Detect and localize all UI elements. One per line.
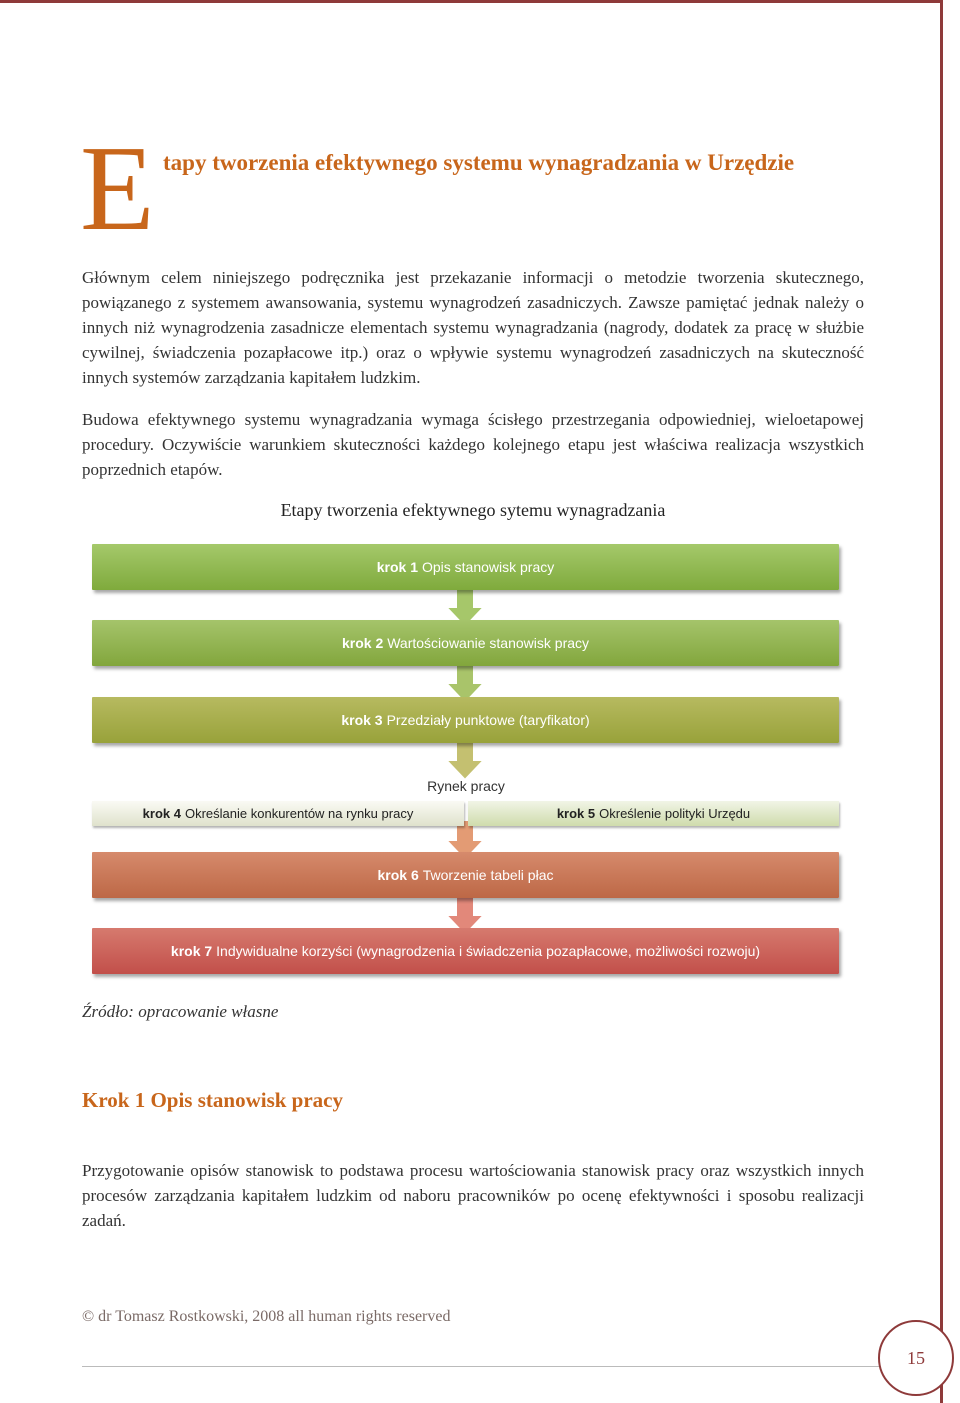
step-2-box: [92, 620, 839, 666]
page-title: tapy tworzenia efektywnego systemu wynagradzania w Urzędzie: [163, 150, 795, 175]
procedure-paragraph: Budowa efektywnego systemu wynagradzania wymaga ścisłego przestrzegania odpowiedniej, wieloetapowej procedury. Oczywiście warunkiem skuteczności każdego kolejnego etapu jest właściwa realizacja wszystkich poprzednich etapów.: [82, 410, 864, 479]
step-label: Opis stanowisk pracy: [421, 559, 555, 575]
footer-divider: [82, 1366, 882, 1367]
intro-paragraph: Głównym celem niniejszego podręcznika jest przekazanie informacji o metodzie tworzenia skutecznego, powiązanego z systemem awansowania, systemu wynagrodzeń zasadniczych. Zawsze pamiętać jednak należy o innych niż wynagrodzenia zasadnicze elementach systemu wynagradzania (nagrody, dodatek za pracę w służbie cywilnej, świadczenia pozapłacowe itp.) oraz o wpływie systemu wynagrodzeń zasadniczych na skuteczność innych systemów zarządzania kapitałem ludzkim.: [82, 268, 864, 387]
section-paragraph: Przygotowanie opisów stanowisk to podstawa procesu wartościowania stanowisk pracy oraz wszystkich innych procesów zarządzania kapitałem ludzkim od naboru pracowników po ocenę efektywności i sposobu realizacji zadań.: [82, 1161, 864, 1230]
step-number: krok 4: [142, 806, 181, 821]
diagram-source: Źródło: opracowanie własne: [82, 1002, 279, 1021]
step-label: Przedziały punktowe (taryfikator): [386, 712, 590, 728]
step-number: krok 6: [377, 867, 419, 883]
down-arrow-icon: [446, 740, 484, 780]
arrow-shape: [446, 740, 484, 780]
step-label: Tworzenie tabeli płac: [422, 867, 554, 883]
step-number: krok 3: [341, 712, 383, 728]
step-7-box: [92, 928, 839, 974]
drop-cap: E: [80, 121, 155, 256]
step-number: krok 1: [376, 559, 418, 575]
diagram-title: Etapy tworzenia efektywnego sytemu wynagradzania: [280, 500, 666, 520]
step-5-box: [468, 801, 839, 826]
step-label: Określanie konkurentów na rynku pracy: [184, 806, 414, 821]
step-number: krok 7: [170, 943, 213, 959]
section-heading: Krok 1 Opis stanowisk pracy: [82, 1088, 343, 1112]
step-number: krok 2: [341, 635, 384, 651]
step-label: Wartościowanie stanowisk pracy: [387, 635, 590, 651]
step-4-box: [92, 801, 464, 826]
step-3-box: [92, 697, 839, 743]
page-number: 15: [907, 1347, 925, 1368]
market-label: Rynek pracy: [427, 778, 505, 794]
page-number-badge: [878, 1320, 954, 1396]
step-label: Indywidualne korzyści (wynagrodzenia i świadczenia pozapłacowe, możliwości rozwoju): [216, 943, 761, 959]
step-6-box: [92, 852, 839, 898]
step-1-box: [92, 544, 839, 590]
step-number: krok 5: [556, 806, 596, 821]
footer-copyright: © dr Tomasz Rostkowski, 2008 all human rights reserved: [82, 1308, 451, 1325]
step-label: Określenie polityki Urzędu: [599, 806, 751, 821]
